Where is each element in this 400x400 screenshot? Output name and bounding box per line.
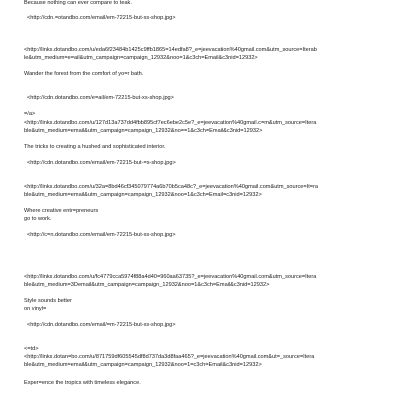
link-url-cont: ble&utm_medium=email&utm_campaign=campaign_12932&noo=1&c3ch=Email=c3nid=12932> [24,192,262,198]
text-line: Exper=ence the tropics with timeless elegance. [24,380,141,386]
image-url: <http://cdn.dotandbo.com/e=ail/em-72215-but-xs-shop.jpg> [27,95,174,101]
link-url-cont: ble&utm_medium=email&utm_campaign=campaign_12932&no==1&c3ch=Email&c3nid=12932> [24,128,263,134]
link-url: <http://links.dotandbo.com/u/127d13a737dd4fbb895cf7ec6ebe2c5e?_e=jeevacation%40gmail.c=m&utm_source=Itera [24,120,317,126]
link-url-cont: ble&utm_medium=email&utm_campaign=campaign_12932&noo=1=c3ch=Email&c3nid=12932> [24,362,262,368]
text-line: Because nothing can ever compare to teak. [24,0,132,6]
image-url: <http://cdn.dotandbo.com/email/em-72215-but-=s-shop.jpg> [27,160,176,166]
link-url: <http://links.dotandbo.com/u/eda6f23484b1425c9ffb1865=14edfa8?_e=jeevacation%40gmail.com&utm_source=Iterab [24,47,317,53]
link-url: <http://links.dotandbo.com/u/fc4779cca5974f88a4d40=960aa63735?_e=jeevacation%40gmail.com&utm_source=Itera [24,274,317,280]
text-line: on vinyl= [24,306,47,312]
link-url: <http://links.dotan=bo.com/u/871759df605545df8d737da3d8faa465?_e=jeevacation%40gmail.com&ut=_source=Itera [24,354,315,360]
text-line: Style sounds better [24,298,72,304]
image-url: <http://c=n.dotandbo.com/email/em-72215-but-xs-shop.jpg> [27,232,176,238]
text-line: The tricks to creating a hushed and sophisticated interior. [24,144,166,150]
image-url: <http://cdn.=otandbo.com/email/em-72215-but-xs-shop.jpg> [27,15,176,21]
link-url-cont: le&utm_medium=e=ail&utm_campaign=campaign_12932&noo=1&c3ch=Email&c3nid=12932> [24,55,258,61]
image-url: <http://cdn.dotandbo.com/email/=m-72215-but-xs-shop.jpg> [27,322,176,328]
text-line: Wander the forest from the comfort of yo=r bath. [24,71,144,77]
text-line: Where creative entr=preneurs [24,208,99,214]
link-url: <http://links.dotandbo.com/u/32a=8bd46cf345079774a6b70b5ca48c?_e=jeevacation%40gmail.com&utm_source=It=ra [24,184,319,190]
text-line: go to work. [24,216,52,222]
markup-fragment: <=td> [24,346,39,352]
markup-fragment: =/a> [24,111,36,117]
link-url-cont: ble&utm_medium=3Demail&utm_campaign=campaign_12932&noo=1&c3ch=Email&c3nid=12932> [24,282,270,288]
